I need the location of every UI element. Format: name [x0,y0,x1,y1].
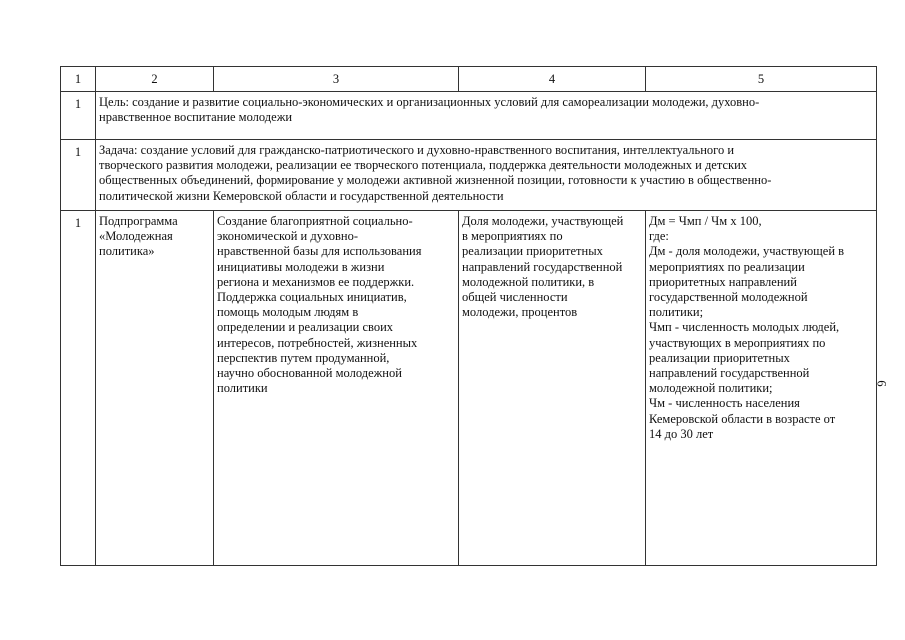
subprogram-name: Подпрограмма «Молодежная политика» [96,211,214,566]
goal-text: Цель: создание и развитие социально-экономических и организационных условий для самореализации молодежи, духовно- нравственное воспитание молодежи [96,92,877,140]
indicator-formula: Дм = Чмп / Чм х 100, где: Дм - доля молодежи, участвующей в мероприятиях по реализации приоритетных направлений государственной молодежной политики; Чмп - численность молодых людей, участвующих в мероприятиях по реализации приоритетных направлений государственной молодежной политики; Чм - численность населения Кемеровской области в возрасте от 14 до 30 лет [646,211,877,566]
subprogram-row-number: 1 [61,211,96,566]
column-number-1: 1 [61,67,96,92]
program-table [60,66,877,566]
column-number-3: 3 [214,67,459,92]
page-number: 6 [874,380,889,387]
goal-row [61,92,877,140]
subprogram-row [61,211,877,566]
goal-row-number: 1 [61,92,96,140]
column-number-2: 2 [96,67,214,92]
task-row-number: 1 [61,140,96,211]
indicator-name: Доля молодежи, участвующей в мероприятиях по реализации приоритетных направлений государственной молодежной политики, в общей численности молодежи, процентов [459,211,646,566]
column-number-5: 5 [646,67,877,92]
column-number-4: 4 [459,67,646,92]
task-text: Задача: создание условий для гражданско-патриотического и духовно-нравственного воспитания, интеллектуального и творческого развития молодежи, реализации ее творческого потенциала, поддержка деятельности молодежных и детских общественных объединений, формирование у молодежи активной жизненной позиции, готовности к участию в общественно- политической жизни Кемеровской области и государственной деятельности [96,140,877,211]
table-header-row [61,67,877,92]
subprogram-goal: Создание благоприятной социально- экономической и духовно- нравственной базы для использования инициативы молодежи в жизни региона и механизмов ее поддержки. Поддержка социальных инициатив, помощь молодым людям в определении и реализации своих интересов, потребностей, жизненных перспектив путем продуманной, научно обоснованной молодежной политики [214,211,459,566]
task-row [61,140,877,211]
